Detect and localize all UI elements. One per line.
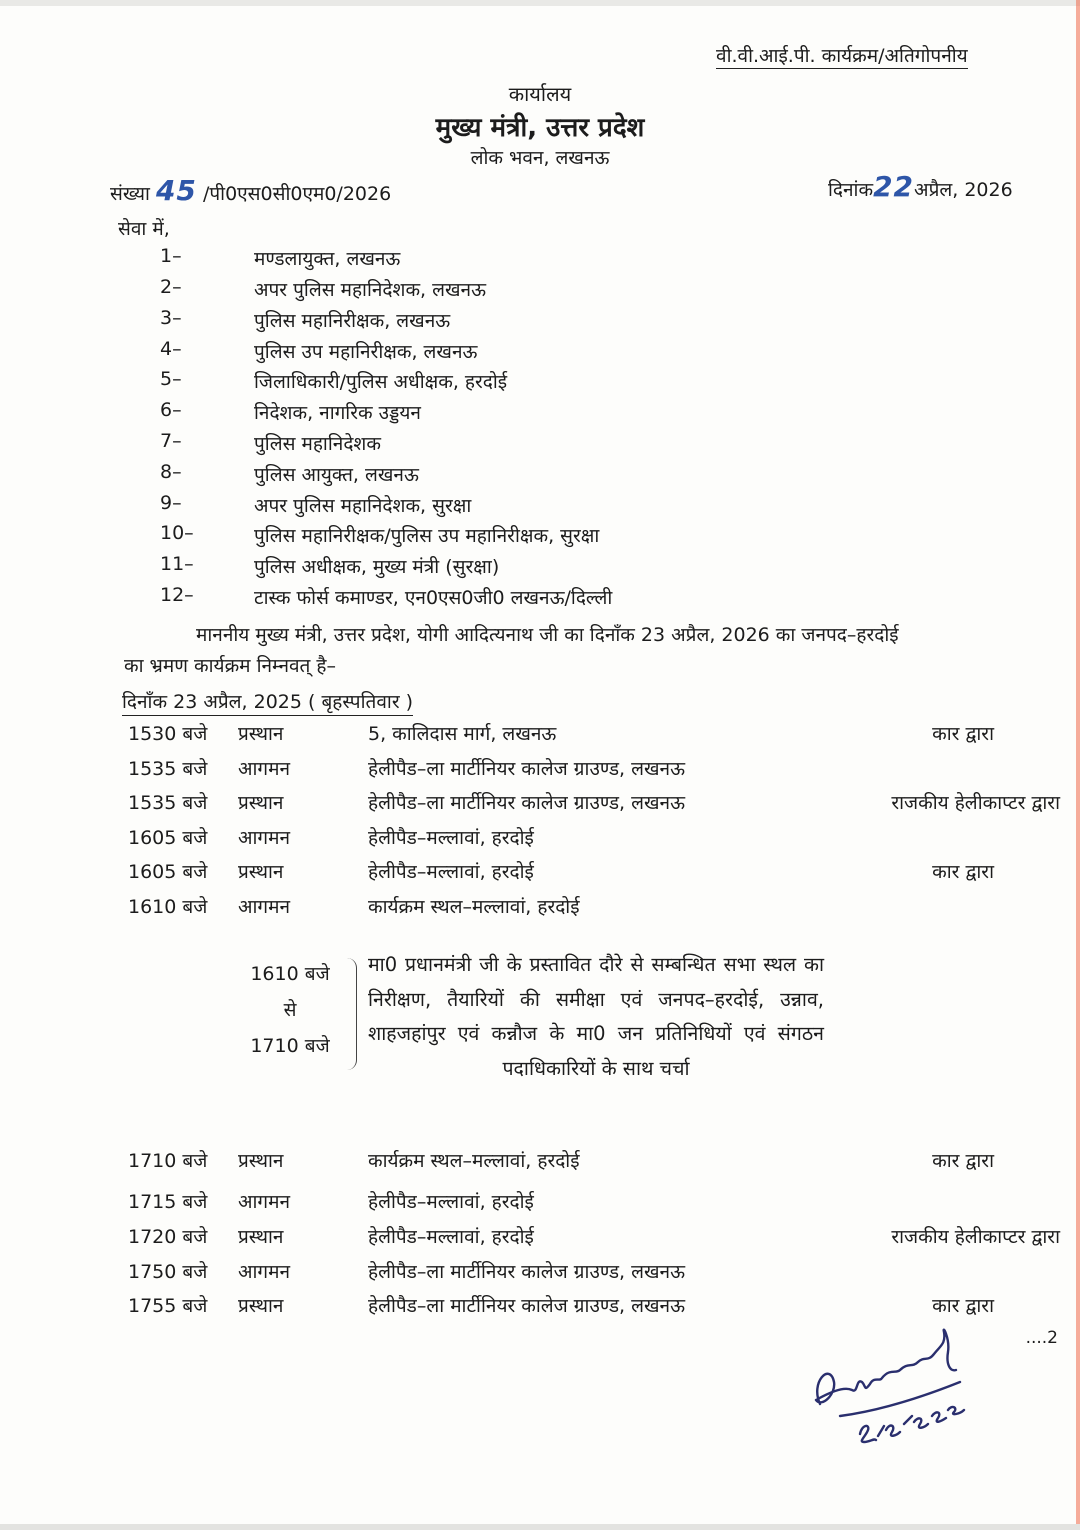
page-continuation: ....2 (1025, 1328, 1058, 1348)
salutation: सेवा में, (118, 218, 170, 240)
schedule-row: 1720 बजे प्रस्थान हेलीपैड–मल्लावां, हरदोई राजकीय हेलीकाप्टर द्वारा (128, 1226, 1060, 1248)
office-label: कार्यालय (508, 82, 572, 106)
program-time-to: 1710 बजे (250, 1035, 330, 1057)
schedule-row: 1750 बजे आगमन हेलीपैड–ला मार्टीनियर कालेज ग्राउण्ड, लखनऊ (128, 1261, 686, 1283)
reference-suffix: /पी0एस0सी0एम0/2026 (202, 183, 392, 205)
intro-paragraph (124, 620, 1054, 682)
handwritten-signature (800, 1312, 1000, 1452)
schedule-row: 1530 बजे प्रस्थान 5, कालिदास मार्ग, लखनऊ कार द्वारा (128, 723, 994, 745)
day-header: दिनाँक 23 अप्रैल, 2025 ( बृहस्पतिवार ) (122, 689, 413, 716)
schedule-row: 1535 बजे आगमन हेलीपैड–ला मार्टीनियर कालेज ग्राउण्ड, लखनऊ (128, 758, 686, 780)
page-title: मुख्य मंत्री, उत्तर प्रदेश (435, 113, 645, 143)
page-bottom-edge (0, 1524, 1080, 1530)
intro-line-1: माननीय मुख्य मंत्री, उत्तर प्रदेश, योगी आदित्यनाथ जी का दिनाँक 23 अप्रैल, 2026 का जनपद–हरदोई (196, 624, 899, 646)
date-month-year: अप्रैल, 2026 (914, 179, 1013, 201)
schedule-row: 1610 बजे आगमन कार्यक्रम स्थल–मल्लावां, हरदोई (128, 896, 580, 918)
reference-label: संख्या (110, 183, 150, 205)
schedule-row: 1710 बजे प्रस्थान कार्यक्रम स्थल–मल्लावां, हरदोई कार द्वारा (128, 1150, 994, 1172)
office-address: लोक भवन, लखनऊ (470, 147, 610, 169)
intro-line-2: का भ्रमण कार्यक्रम निम्नवत् है– (124, 655, 337, 677)
date-label: दिनांक (828, 179, 874, 201)
classification-label: वी.वी.आई.पी. कार्यक्रम/अतिगोपनीय (716, 45, 968, 67)
schedule-row: 1755 बजे प्रस्थान हेलीपैड–ला मार्टीनियर कालेज ग्राउण्ड, लखनऊ कार द्वारा (128, 1295, 994, 1317)
page-top-edge (0, 0, 1080, 6)
date-handwritten-day: 22 (873, 170, 915, 203)
schedule-row: 1715 बजे आगमन हेलीपैड–मल्लावां, हरदोई (128, 1191, 534, 1213)
program-time-from: 1610 बजे (250, 963, 330, 985)
program-time-range (236, 956, 344, 1072)
schedule-row: 1535 बजे प्रस्थान हेलीपैड–ला मार्टीनियर कालेज ग्राउण्ड, लखनऊ राजकीय हेलीकाप्टर द्वारा (128, 792, 1060, 814)
letter-date (828, 170, 1013, 203)
program-time-sep: से (283, 999, 297, 1021)
reference-number (110, 174, 391, 207)
schedule-row: 1605 बजे आगमन हेलीपैड–मल्लावां, हरदोई (128, 827, 534, 849)
schedule-row: 1605 बजे प्रस्थान हेलीपैड–मल्लावां, हरदोई कार द्वारा (128, 861, 994, 883)
reference-handwritten-number: 45 (155, 174, 197, 207)
program-description: मा0 प्रधानमंत्री जी के प्रस्तावित दौरे से सम्बन्धित सभा स्थल का निरीक्षण, तैयारियों की समीक्षा एवं जनपद–हरदोई, उन्नाव, शाहजहांपुर एवं कन्नौज के मा0 जन प्रतिनिधियों एवं संगठन पदाधिकारियों के साथ चर्चा (368, 953, 824, 1080)
bracket-divider (342, 958, 357, 1070)
